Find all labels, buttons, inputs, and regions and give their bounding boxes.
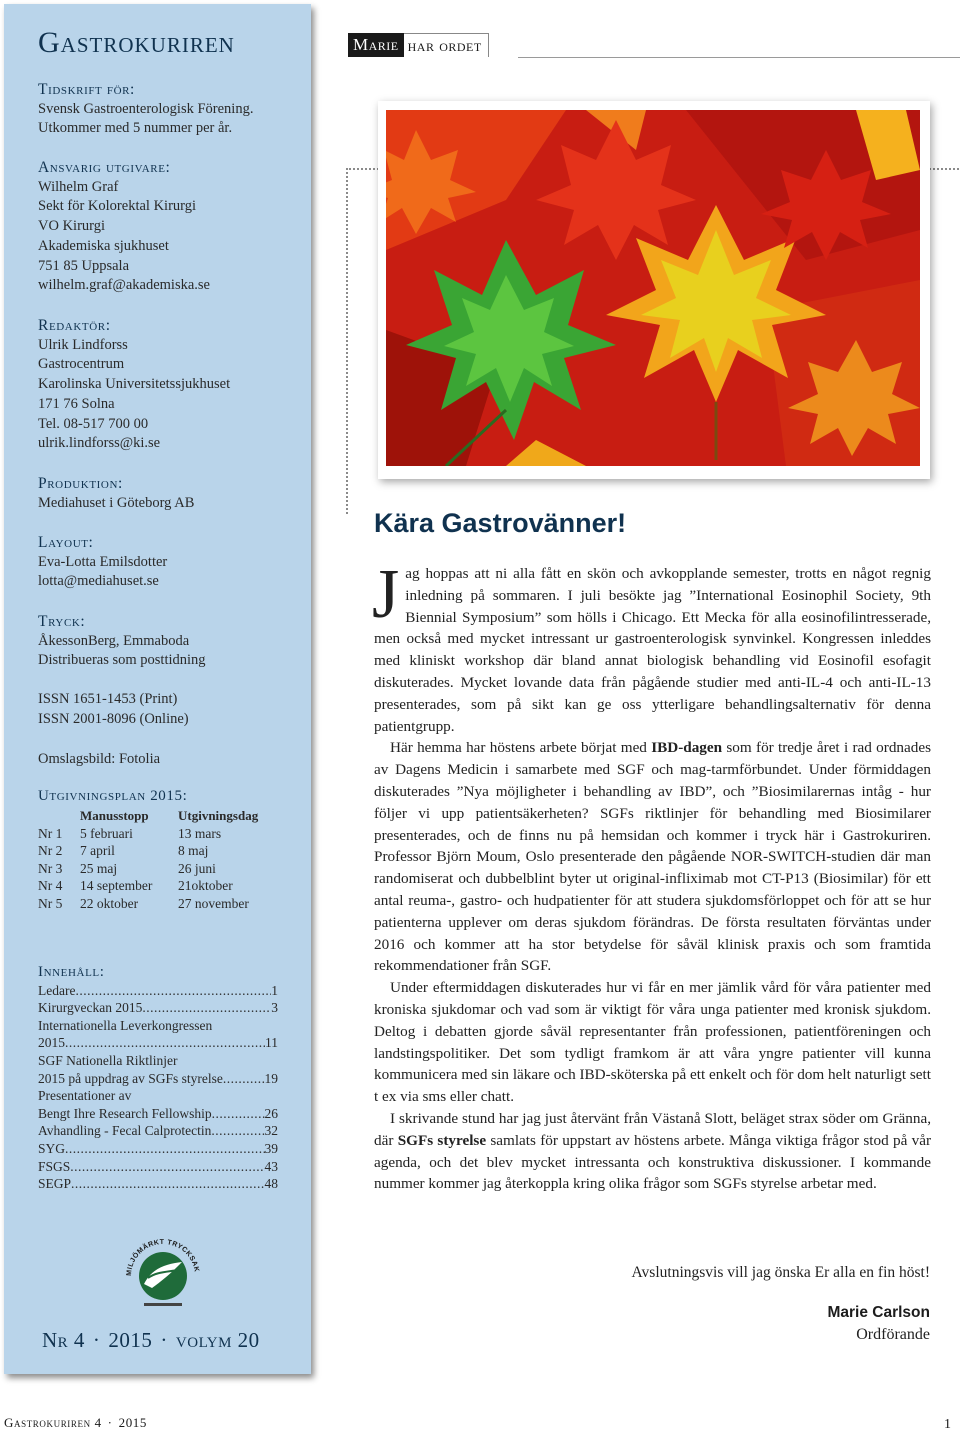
toc-item[interactable] [38,982,278,1000]
schedule-manus: 22 oktober [80,895,139,911]
toc-title: Avhandling - Fecal Calprotectin [38,1123,212,1139]
signature-name: Marie Carlson [827,1304,930,1321]
footer-year: 2015 [118,1415,148,1430]
text-line: Tel. 08-517 700 00 [38,415,149,432]
text-line: Svensk Gastroenterologisk Förening. [38,100,254,117]
section-redaktor [38,316,298,454]
toc-page: 19 [264,1070,278,1086]
section-heading: Tryck: [38,613,86,630]
text-line: Wilhelm Graf [38,178,119,195]
toc-title: 2015 på uppdrag av SGFs styrelse [38,1070,223,1086]
schedule-utg: 8 maj [178,843,209,858]
section-tag-label: har ordet [404,33,489,57]
toc-item[interactable] [38,1140,278,1158]
schedule-utg: 26 juni [178,860,216,876]
article-body [372,556,931,1195]
text-line: Distribueras som posttidning [38,652,206,669]
footer-issue: Gastrokuriren 4 · 2015 [4,1415,148,1430]
toc-page: 39 [264,1140,278,1156]
paragraph-text: I skrivande stund har jag just återvänt från Västanå Slott, beläget strax söder om Gränna, där [374,1109,931,1149]
paragraph [374,737,931,977]
toc-page: 43 [264,1158,278,1174]
section-tryck [38,612,298,671]
section-heading: Redaktör: [38,317,111,334]
toc-title: 2015 [38,1035,65,1051]
paragraph-text: Under förmiddagen diskuterades ”Nya möjligheter i behandling av IBD”, och ”Biosimilarernas intåg - hur följer vi upp patientsäkerheten? SGFs riktlinjer för behandling med Biosimilarer presenterades, och de finns nu på hemsidan och kommer i tryck här i Gastrokuriren. Professor Björn Moum, Oslo presenterade den pågående NOR-SWITCH-studien där man randomiserat och dubbelblint byter ut original-infliximab mot CT-P13 (Biosimilar) för ett antal reuma-, gastro- och hudpatienter för att studera sjukdomsförloppet och för att se hur patienterna upplever om deras sjukdom förändras. De första resultaten förväntas under 2016 och kommer att ha stor betydelse för såväl klinisk praxis och som framtida rekommendationer från SGF. [374,761,931,975]
toc-page: 48 [264,1176,278,1192]
toc-title: Kirurgveckan 2015 [38,1000,143,1016]
schedule-manus: 14 september [80,878,153,893]
email-link[interactable]: wilhelm.graf@akademiska.se [38,277,210,294]
table-row [38,861,288,879]
section-heading: Produktion: [38,475,123,492]
section-issn [38,690,298,729]
toc-item[interactable] [38,1070,278,1088]
section-heading: Utgivningsplan 2015: [38,788,188,804]
schedule-manus: 7 april [80,843,115,858]
footer-title: Gastrokuriren [4,1415,91,1430]
toc-page: 3 [271,1000,278,1016]
toc-leader [212,1105,265,1123]
ecolabel-swan-icon [122,1226,204,1312]
schedule-manus: 25 maj [80,860,118,876]
toc-item[interactable] [38,1158,278,1176]
schedule-utg: 13 mars [178,825,222,841]
toc-leader [65,1140,264,1158]
cover-photo [378,101,930,479]
signature-role: Ordförande [856,1326,930,1343]
magazine-title: Gastrokuriren [38,26,235,59]
toc-title: SYG [38,1140,66,1156]
section-tidskrift [38,80,298,139]
section-tag [348,33,489,57]
schedule-table [38,808,288,913]
paragraph [374,1108,931,1195]
text-line: Mediahuset i Göteborg AB [38,494,195,511]
section-cover-credit [38,750,298,770]
toc-page: 26 [264,1105,278,1121]
section-heading: Layout: [38,534,94,551]
toc-title: Ledare [38,982,76,998]
text-line: Sekt för Kolorektal Kirurgi [38,198,196,215]
toc-leader [71,1175,264,1193]
section-ansvarig-utgivare [38,158,298,296]
email-link[interactable]: ulrik.lindforss@ki.se [38,435,161,452]
toc-item[interactable] [38,999,278,1017]
section-heading: Innehåll: [38,964,105,980]
section-heading: Tidskrift för: [38,81,135,98]
paragraph [374,977,931,1108]
paragraph-text: Under eftermiddagen diskuterades hur vi får en mer jämlik vård för våra patienter med kroniska sjukdomar och vad som är viktigt för våra unga patienter med kronisk sjukdom. Deltog i debatten gjorde såväl representanter från professionen, patientföreningen och landstingspolitiker. Det som tydligt framkom är att våra yngre patienter vill kunna kommunicera med sin läkare och IBD-sköterska på ett enkelt och för dom helt naturligt sett t ex via sms eller chatt. [374,979,931,1106]
issn-print: ISSN 1651-1453 (Print) [38,691,178,707]
schedule-nr: Nr 5 [38,895,63,911]
table-of-contents [38,964,278,1193]
text-line: 751 85 Uppsala [38,257,130,274]
toc-leader [75,982,271,1000]
text-line: Gastrocentrum [38,356,125,373]
text-line: VO Kirurgi [38,218,105,235]
toc-leader [142,999,271,1017]
schedule-nr: Nr 3 [38,860,63,876]
page-number: 1 [944,1417,951,1432]
issue-info: Nr 4 · 2015 · volym 20 [42,1328,260,1352]
text-line: Akademiska sjukhuset [38,237,169,254]
toc-item[interactable] [38,1122,278,1140]
toc-item[interactable] [38,1034,278,1052]
schedule-header-manus: Manusstopp [80,808,149,823]
closing-line: Avslutningsvis vill jag önska Er alla en fin höst! [631,1264,930,1281]
publication-schedule [38,788,298,913]
text-line: ÅkessonBerg, Emmaboda [38,632,190,649]
schedule-utg: 21oktober [178,878,233,893]
text-line: Ulrik Lindforss [38,336,128,353]
schedule-header-row [38,808,288,826]
toc-leader [223,1070,265,1088]
paragraph-text: Här hemma har höstens arbete börjat med [390,739,652,757]
text-line: Eva-Lotta Emilsdotter [38,553,168,570]
footer-issue-number: 4 [94,1415,102,1430]
cover-credit: Omslagsbild: Fotolia [38,751,161,767]
table-row [38,826,288,844]
schedule-nr: Nr 4 [38,878,63,893]
toc-item[interactable] [38,1175,278,1193]
issue-year: 2015 [108,1328,153,1352]
toc-page: 1 [271,982,278,998]
toc-title: SEGP [38,1176,72,1192]
toc-item[interactable] [38,1105,278,1123]
schedule-nr: Nr 2 [38,843,63,858]
text-line: 171 76 Solna [38,395,115,412]
text-line: Utkommer med 5 nummer per år. [38,120,233,137]
drop-cap: J [372,556,400,633]
toc-leader [65,1034,265,1052]
toc-item[interactable]: SGF Nationella Riktlinjer [38,1052,178,1068]
email-link[interactable]: lotta@mediahuset.se [38,573,159,590]
table-row [38,878,288,896]
toc-leader [70,1158,264,1176]
toc-page: 11 [265,1035,278,1051]
toc-title: FSGS [38,1158,71,1174]
issue-volume: volym 20 [175,1328,260,1352]
schedule-manus: 5 februari [80,825,133,841]
article-heading: Kära Gastrovänner! [374,508,627,538]
paragraph [372,556,931,737]
issn-online: ISSN 2001-8096 (Online) [38,710,189,727]
section-tag-author: Marie [348,33,404,57]
toc-leader [211,1122,264,1140]
paragraph-text: ag hoppas att ni alla fått en skön och avkopplande semester, trotts en något regnig inledning på sommaren. I juli besökte jag ”International Eosinophil Society, 9th Biennial Symposium” som hölls i Chicago. Ett Mecka för alla eosinofilintresserade, men också med mycket intressant ur gastroenterologisk synvinkel. Kongressen inleddes med kliniskt workshop där bland annat biologisk behandling vid Eosinofil esofagit diskuterades. Mycket lovande data från pågående studier med anti-IL-4 och anti-IL-13 presenterades, som på sikt kan ge oss ytterligare behandlingsalternativ för denna patientgrupp. [374,565,931,735]
toc-item[interactable]: Internationella Leverkongressen [38,1017,213,1033]
schedule-header-nr [38,808,80,826]
paragraph-text: samlats för uppstart av höstens arbete. Många viktiga frågor stod på vår agenda, och det blev mycket intressanta och konstruktiva diskussioner. I kommande nummer kommer jag återkoppla kring olika frågor som SGFs styrelse arbetar med. [374,1131,931,1193]
bold-term: SGFs styrelse [397,1131,487,1149]
toc-item[interactable]: Presentationer av [38,1088,132,1104]
masthead-sidebar [4,4,311,1374]
schedule-utg: 27 november [178,895,249,911]
toc-page: 32 [264,1123,278,1139]
schedule-header-utgivning: Utgivningsdag [178,808,259,823]
table-row [38,896,288,914]
text-line: Karolinska Universitetssjukhuset [38,376,231,393]
section-heading: Ansvarig utgivare: [38,159,171,176]
autumn-leaves-image [386,110,920,466]
header-rule [518,57,960,58]
paragraph-text: som för tredje året i rad ordnades av Dagens Medicin i samarbete med SGF och mag-tarmförbundet. [374,739,931,779]
toc-title: Bengt Ihre Research Fellowship [38,1105,212,1121]
section-produktion [38,474,298,513]
section-layout [38,533,298,592]
ecolabel-text: MILJÖMÄRKT TRYCKSAK [125,1238,200,1277]
bold-term: IBD-dagen [651,739,723,757]
schedule-nr: Nr 1 [38,825,63,841]
issue-number: Nr 4 [42,1328,85,1352]
table-row [38,843,288,861]
